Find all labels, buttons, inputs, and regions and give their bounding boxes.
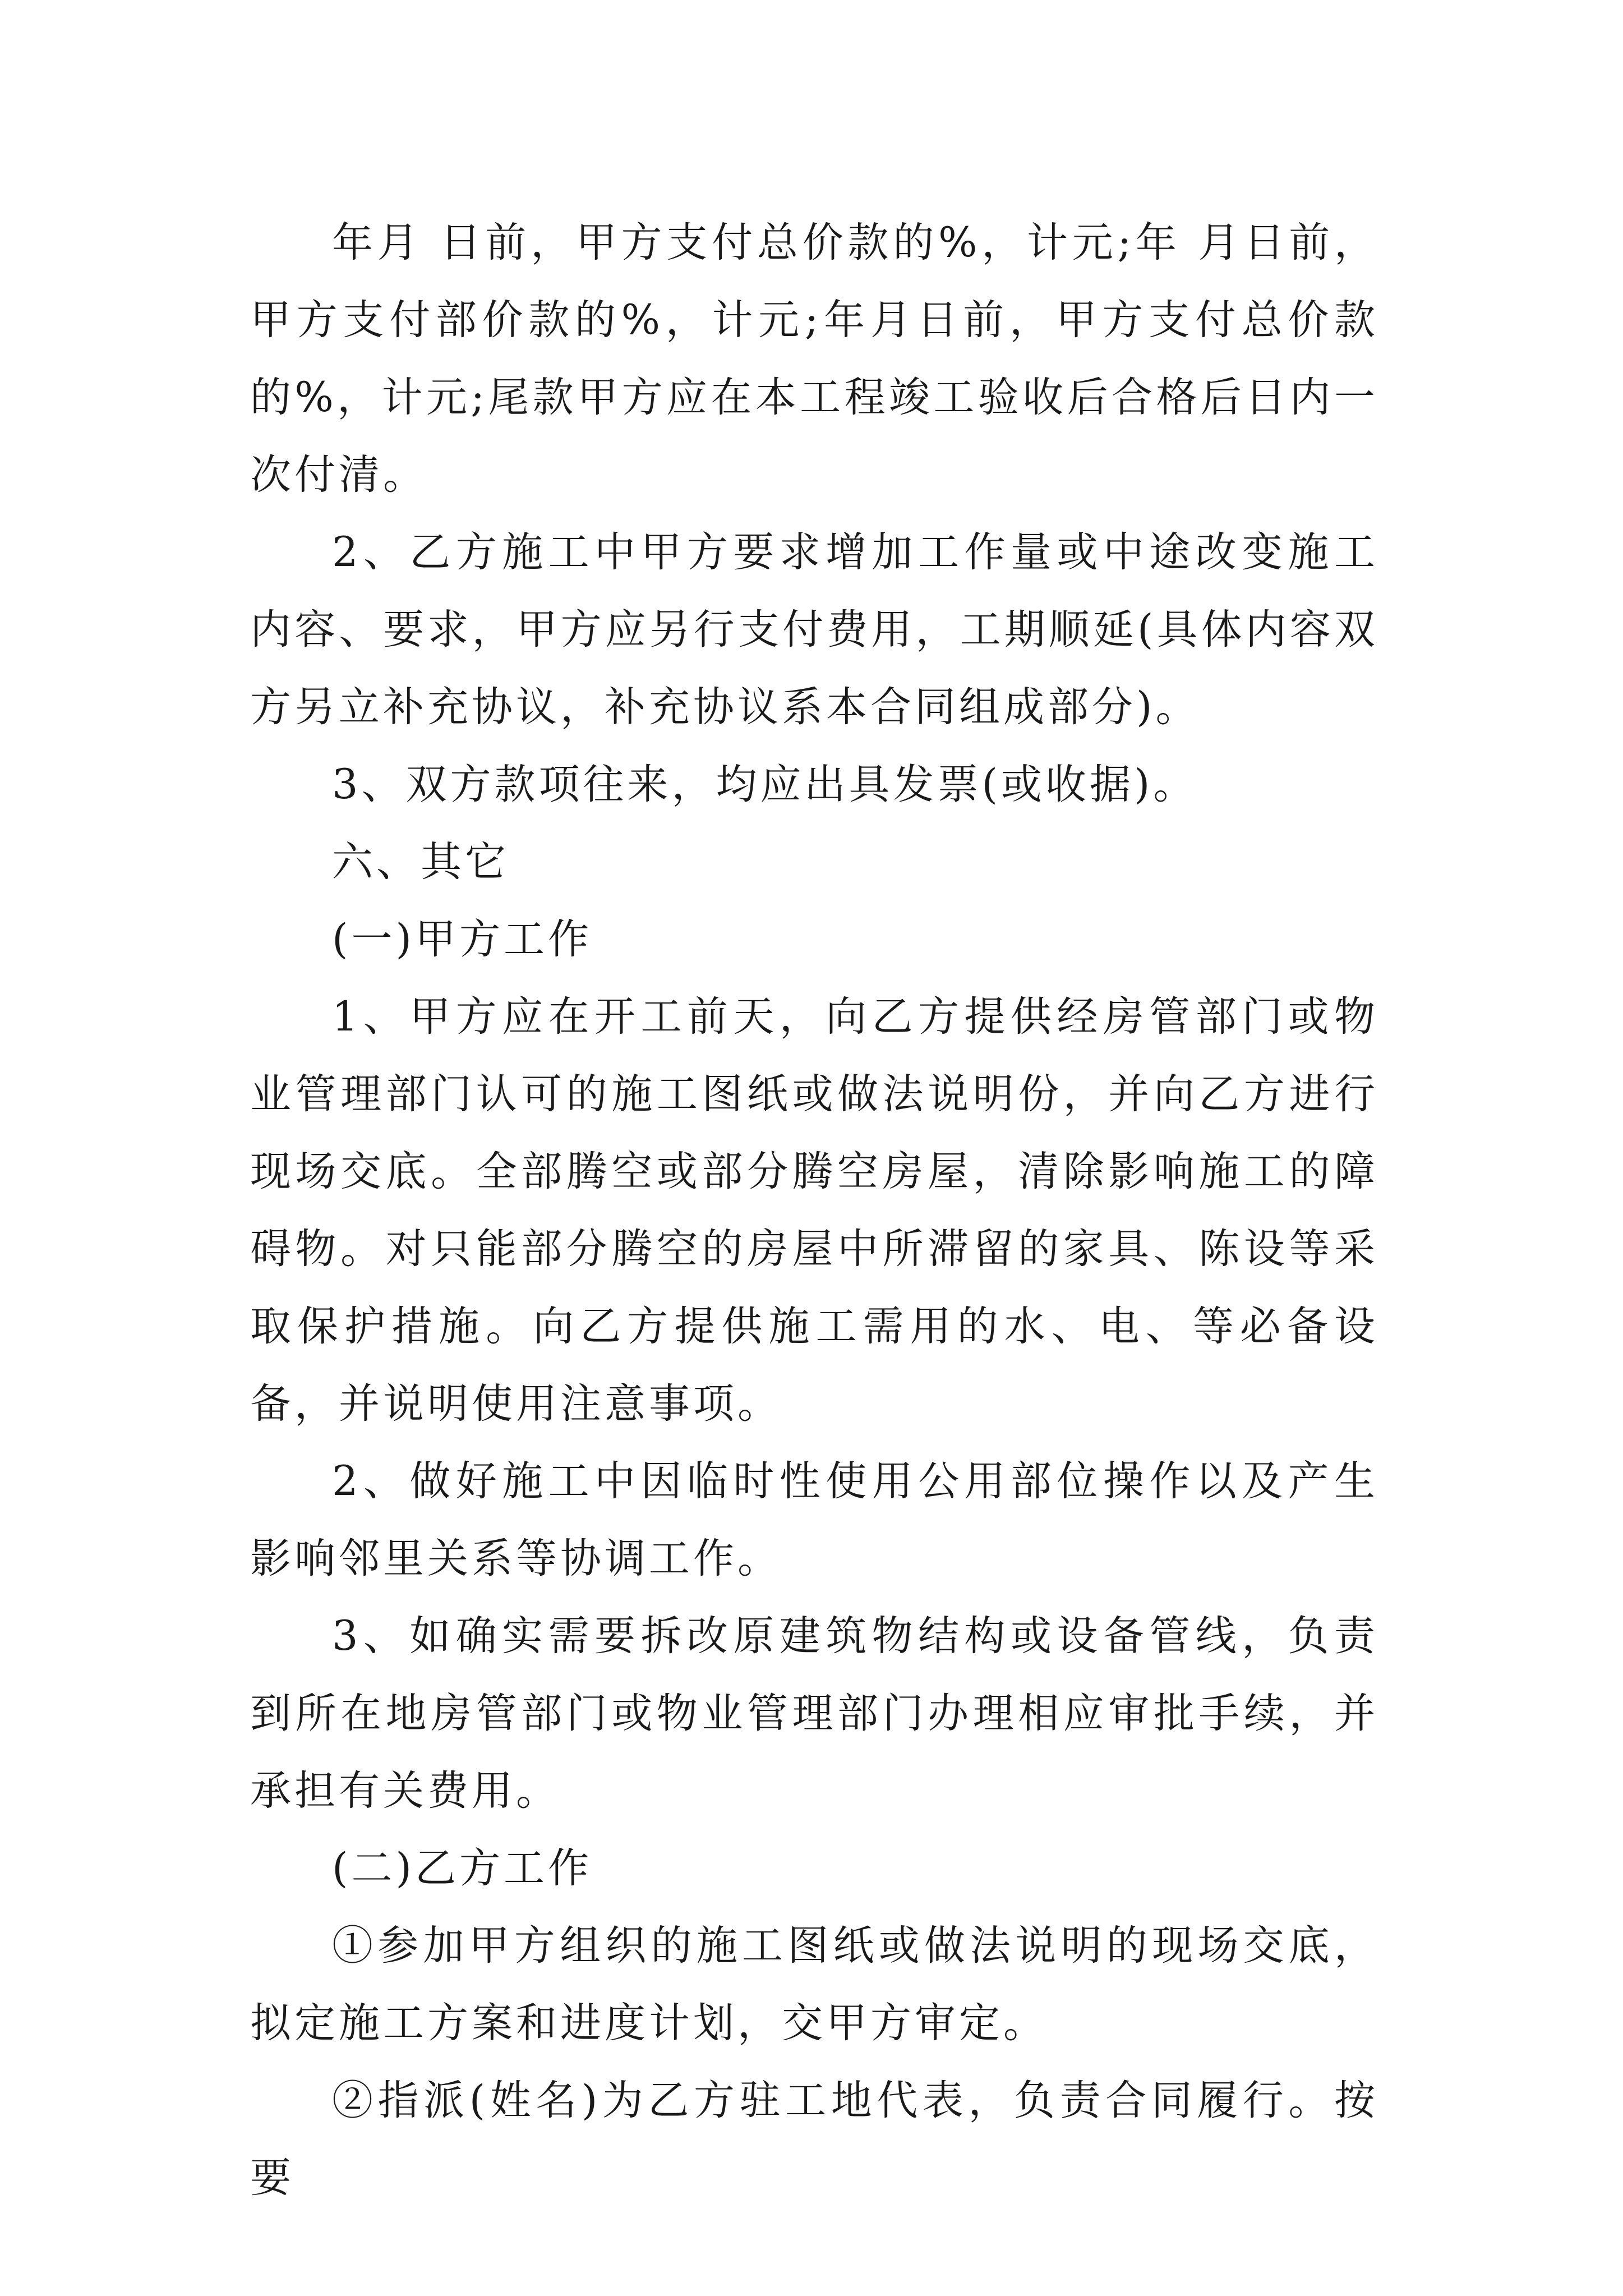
section-heading-others: 六、其它 [332, 838, 509, 886]
paragraph-additional-work: 2、乙方施工中甲方要求增加工作量或中途改变施工内容、要求，甲方应另行支付费用，工期顺延(具体内容双方另立补充协议，补充协议系本合同组成部分)。 [250, 528, 1378, 731]
paragraph-payment-schedule: 年月 日前，甲方支付总价款的%，计元;年 月日前，甲方支付部价款的%，计元;年月日前，甲方支付总价款的%，计元;尾款甲方应在本工程竣工验收后合格后日内一次付清。 [250, 219, 1378, 499]
paragraph-party-a-item-1: 1、甲方应在开工前天，向乙方提供经房管部门或物业管理部门认可的施工图纸或做法说明份，并向乙方进行现场交底。全部腾空或部分腾空房屋，清除影响施工的障碍物。对只能部分腾空的房屋中所滞留的家具、陈设等采取保护措施。向乙方提供施工需用的水、电、等必备设备，并说明使用注意事项。 [250, 993, 1378, 1428]
paragraph-party-b-item-1: ①参加甲方组织的施工图纸或做法说明的现场交底，拟定施工方案和进度计划，交甲方审定。 [250, 1922, 1378, 2047]
paragraph-party-a-item-3: 3、如确实需要拆改原建筑物结构或设备管线，负责到所在地房管部门或物业管理部门办理相应审批手续，并承担有关费用。 [250, 1612, 1378, 1815]
document-body [250, 204, 1378, 2217]
paragraph-party-b-item-2: ②指派(姓名)为乙方驻工地代表，负责合同履行。按要 [250, 2077, 1378, 2202]
subsection-heading-party-b: (二)乙方工作 [332, 1844, 592, 1892]
paragraph-invoices: 3、双方款项往来，均应出具发票(或收据)。 [332, 761, 1198, 808]
subsection-heading-party-a: (一)甲方工作 [332, 915, 592, 963]
paragraph-party-a-item-2: 2、做好施工中因临时性使用公用部位操作以及产生影响邻里关系等协调工作。 [250, 1457, 1378, 1582]
